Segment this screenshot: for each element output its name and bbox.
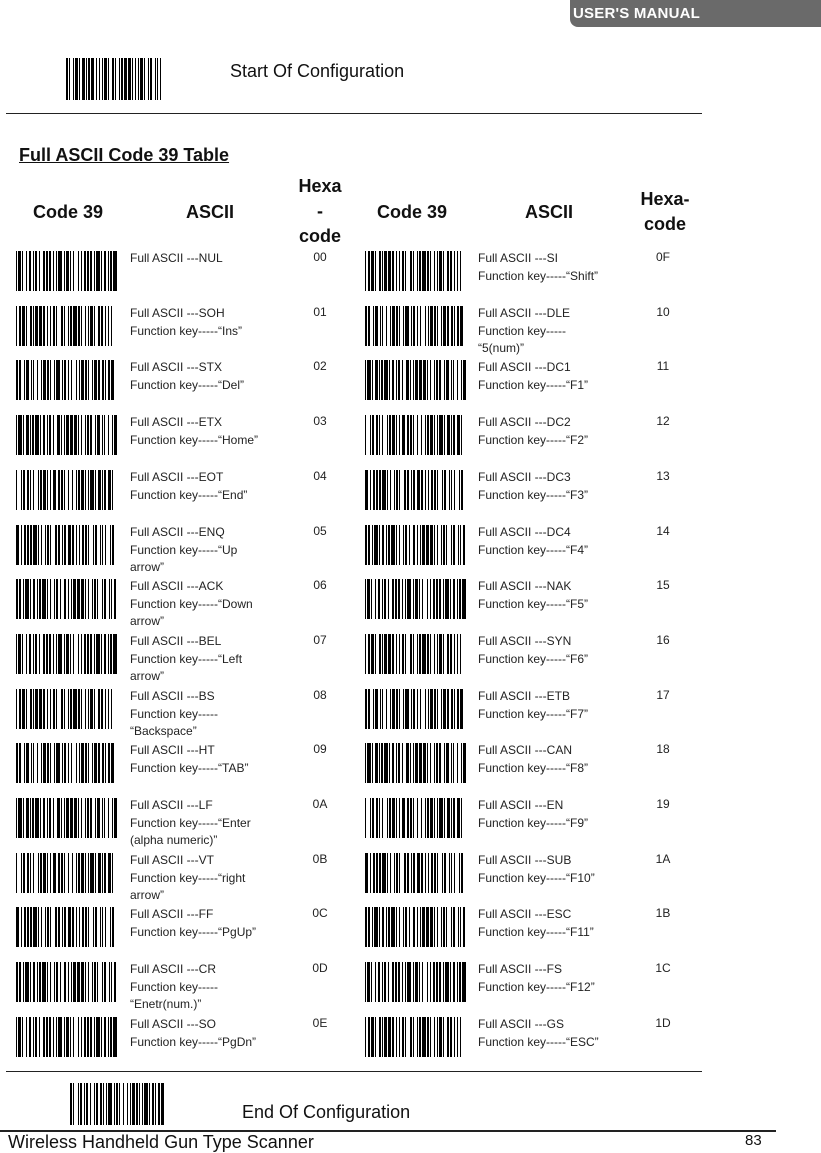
barcode-bar [462, 579, 465, 619]
barcode-space [112, 306, 115, 346]
barcode-space [114, 525, 115, 565]
right-barcode-9 [365, 743, 466, 783]
footer-title: Wireless Handheld Gun Type Scanner [8, 1132, 314, 1152]
start-config-label: Start Of Configuration [230, 61, 405, 81]
left-barcode-8 [16, 689, 117, 729]
barcode-space [164, 1083, 165, 1125]
left-ascii-7: Full ASCII ---BEL Function key-----“Left arrow” [130, 634, 243, 683]
left-barcode-11 [16, 853, 117, 893]
left-ascii-13: Full ASCII ---CR Function key----- “Enetr(num.)” [130, 962, 219, 1011]
left-barcode-7 [16, 634, 117, 674]
left-barcode-12 [16, 907, 117, 947]
left-hex-6: 06 [313, 578, 327, 592]
right-barcode-0 [365, 251, 466, 291]
barcode-bar [463, 525, 464, 565]
left-ascii-0: Full ASCII ---NUL [130, 251, 223, 265]
bottom-divider [6, 1071, 702, 1072]
right-ascii-11: Full ASCII ---SUB Function key-----“F10” [478, 853, 595, 885]
left-ascii-12: Full ASCII ---FF Function key-----“PgUp” [130, 907, 257, 939]
left-ascii-1: Full ASCII ---SOH Function key-----“Ins” [130, 306, 243, 338]
left-ascii-5: Full ASCII ---ENQ Function key-----“Up arrow” [130, 525, 238, 574]
left-hex-8: 08 [313, 688, 327, 702]
right-ascii-5: Full ASCII ---DC4 Function key-----“F4” [478, 525, 589, 557]
right-hex-11: 1A [655, 852, 671, 866]
left-barcode-2 [16, 360, 117, 400]
right-ascii-0: Full ASCII ---SI Function key-----“Shift” [478, 251, 599, 283]
right-barcode-5 [365, 525, 466, 565]
left-hex-4: 04 [313, 469, 327, 483]
barcode-space [463, 853, 464, 893]
col-header-hex-right: Hexa- code [640, 189, 690, 234]
barcode-space [114, 907, 115, 947]
left-hex-14: 0E [312, 1016, 328, 1030]
right-hex-7: 16 [656, 633, 670, 647]
right-ascii-13: Full ASCII ---FS Function key-----“F12” [478, 962, 595, 994]
right-barcode-6 [365, 579, 466, 619]
left-barcode-4 [16, 470, 117, 510]
right-ascii-14: Full ASCII ---GS Function key-----“ESC” [478, 1017, 599, 1049]
barcode-space [461, 1017, 464, 1057]
left-ascii-10: Full ASCII ---LF Function key-----“Enter (alpha numeric)” [130, 798, 251, 847]
col-header-ascii-left: ASCII [185, 202, 234, 222]
left-barcode-10 [16, 798, 117, 838]
right-barcode-8 [365, 689, 466, 729]
barcode-space [463, 470, 464, 510]
col-header-ascii-right: ASCII [524, 202, 573, 222]
barcode-bar [113, 634, 116, 674]
right-barcode-14 [365, 1017, 466, 1057]
left-barcode-1 [16, 306, 117, 346]
barcode-space [463, 689, 464, 729]
col-header-code39-right: Code 39 [376, 202, 448, 222]
right-ascii-8: Full ASCII ---ETB Function key-----“F7” [478, 689, 589, 721]
right-barcode-13 [365, 962, 466, 1002]
top-divider [6, 113, 702, 114]
barcode-bar [114, 962, 115, 1002]
barcode-bar [463, 360, 465, 400]
left-hex-11: 0B [312, 852, 328, 866]
left-hex-2: 02 [313, 359, 327, 373]
right-barcode-12 [365, 907, 466, 947]
right-hex-0: 0F [655, 250, 670, 264]
manual-header-label: USER'S MANUAL [573, 5, 701, 22]
right-ascii-1: Full ASCII ---DLE Function key----- “5(num)” [478, 306, 571, 355]
right-barcode-4 [365, 470, 466, 510]
barcode-space [112, 689, 115, 729]
right-hex-12: 1B [655, 906, 671, 920]
left-hex-0: 00 [313, 250, 327, 264]
left-hex-5: 05 [313, 524, 327, 538]
right-barcode-10 [365, 798, 466, 838]
page-number: 83 [745, 1132, 762, 1149]
barcode-space [461, 251, 464, 291]
left-hex-9: 09 [313, 742, 327, 756]
right-ascii-6: Full ASCII ---NAK Function key-----“F5” [478, 579, 589, 611]
barcode-bar [463, 743, 465, 783]
right-hex-4: 13 [656, 469, 670, 483]
barcode-bar [113, 251, 116, 291]
table-title: Full ASCII Code 39 Table [19, 145, 230, 165]
left-barcode-9 [16, 743, 117, 783]
left-ascii-8: Full ASCII ---BS Function key----- “Backspace” [130, 689, 219, 738]
col-header-hex-left: Hexa - code [298, 176, 342, 246]
barcode-space [463, 306, 464, 346]
barcode-bar [462, 962, 465, 1002]
left-hex-1: 01 [313, 305, 327, 319]
col-header-code39-left: Code 39 [32, 202, 104, 222]
barcode-bar [114, 579, 115, 619]
right-hex-8: 17 [656, 688, 670, 702]
right-hex-5: 14 [656, 524, 670, 538]
barcode-space [461, 634, 464, 674]
barcode-space [462, 798, 464, 838]
right-barcode-7 [365, 634, 466, 674]
left-ascii-6: Full ASCII ---ACK Function key-----“Down arrow” [130, 579, 253, 628]
left-ascii-2: Full ASCII ---STX Function key-----“Del” [130, 360, 245, 392]
barcode-space [114, 743, 115, 783]
right-ascii-2: Full ASCII ---DC1 Function key-----“F1” [478, 360, 589, 392]
barcode-bar [114, 415, 116, 455]
left-barcode-5 [16, 525, 117, 565]
right-barcode-2 [365, 360, 466, 400]
right-ascii-4: Full ASCII ---DC3 Function key-----“F3” [478, 470, 589, 502]
left-barcode-0 [16, 251, 117, 291]
barcode-bar [113, 1017, 116, 1057]
right-barcode-11 [365, 853, 466, 893]
right-hex-3: 12 [656, 414, 670, 428]
right-ascii-7: Full ASCII ---SYN Function key-----“F6” [478, 634, 589, 666]
right-ascii-12: Full ASCII ---ESC Function key-----“F11” [478, 907, 594, 939]
manual-header-tab [570, 0, 821, 27]
barcode-bar [160, 58, 161, 100]
left-hex-7: 07 [313, 633, 327, 647]
right-hex-14: 1D [655, 1016, 671, 1030]
end-config-label: End Of Configuration [242, 1102, 411, 1122]
right-ascii-9: Full ASCII ---CAN Function key-----“F8” [478, 743, 589, 775]
right-hex-1: 10 [656, 305, 670, 319]
start-config-barcode [66, 58, 162, 100]
left-barcode-14 [16, 1017, 117, 1057]
right-hex-9: 18 [656, 742, 670, 756]
right-hex-10: 19 [656, 797, 670, 811]
left-barcode-6 [16, 579, 117, 619]
end-config-barcode [70, 1083, 166, 1125]
barcode-bar [463, 907, 464, 947]
left-hex-12: 0C [312, 906, 328, 920]
right-hex-13: 1C [655, 961, 671, 975]
right-hex-2: 11 [656, 359, 670, 373]
left-ascii-9: Full ASCII ---HT Function key-----“TAB” [130, 743, 249, 775]
left-ascii-14: Full ASCII ---SO Function key-----“PgDn” [130, 1017, 257, 1049]
right-ascii-3: Full ASCII ---DC2 Function key-----“F2” [478, 415, 589, 447]
left-ascii-4: Full ASCII ---EOT Function key-----“End” [130, 470, 248, 502]
left-hex-13: 0D [312, 961, 328, 975]
barcode-bar [114, 798, 116, 838]
left-ascii-3: Full ASCII ---ETX Function key-----“Home” [130, 415, 259, 447]
left-barcode-3 [16, 415, 117, 455]
right-barcode-3 [365, 415, 466, 455]
left-hex-3: 03 [313, 414, 327, 428]
left-hex-10: 0A [312, 797, 328, 811]
barcode-space [114, 360, 115, 400]
right-barcode-1 [365, 306, 466, 346]
left-barcode-13 [16, 962, 117, 1002]
left-ascii-11: Full ASCII ---VT Function key-----“right arrow” [130, 853, 246, 902]
right-ascii-10: Full ASCII ---EN Function key-----“F9” [478, 798, 589, 830]
right-hex-6: 15 [656, 578, 670, 592]
barcode-space [113, 470, 115, 510]
barcode-space [462, 415, 464, 455]
barcode-space [113, 853, 115, 893]
